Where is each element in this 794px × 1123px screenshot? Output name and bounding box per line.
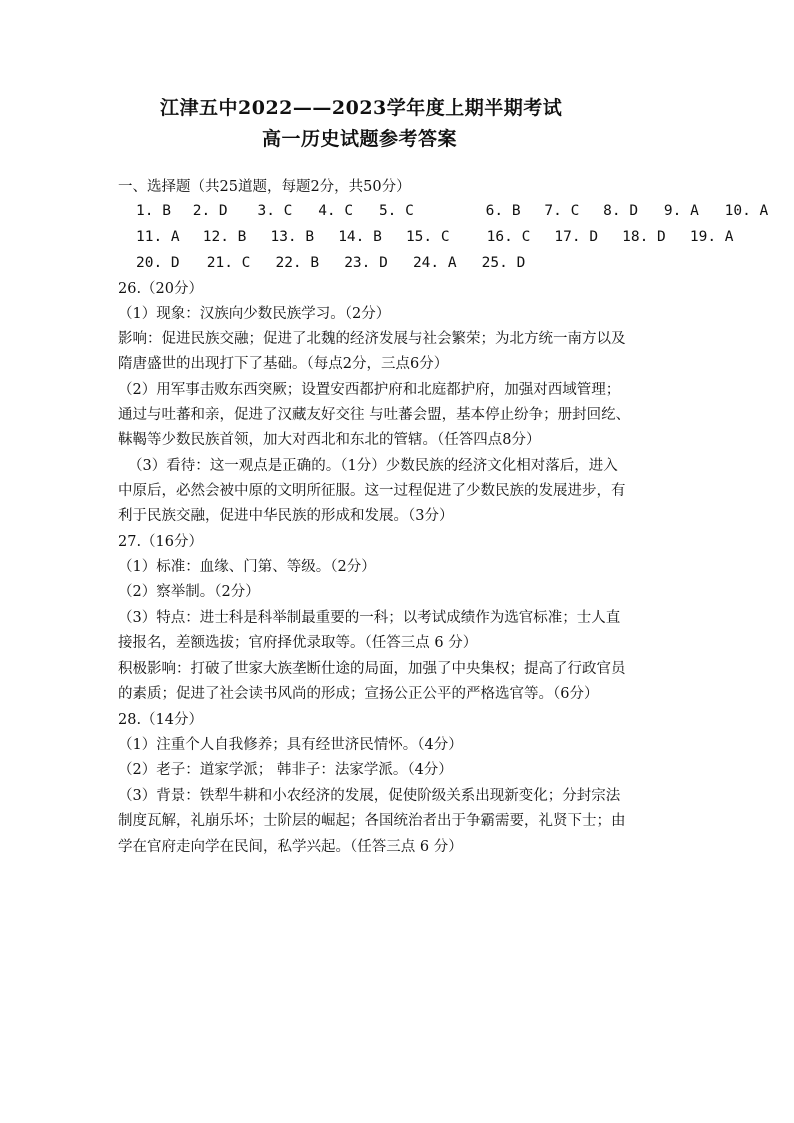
answer-line: 接报名，差额选拔；官府择优录取等。（任答三点 6 分） xyxy=(118,635,478,651)
answer-row-1 xyxy=(136,203,775,219)
answer-item: 23. D xyxy=(344,255,388,271)
answer-line: 的素质；促进了社会读书风尚的形成；宣扬公正公平的严格选官等。（6分） xyxy=(118,686,599,702)
answer-line: （1）现象：汉族向少数民族学习。（2分） xyxy=(118,306,391,322)
answer-item: 17. D xyxy=(554,229,599,245)
answer-item: 20. D xyxy=(136,255,180,271)
document-subtitle: 高一历史试题参考答案 xyxy=(262,128,458,150)
answer-item: 5. C xyxy=(378,203,414,219)
answer-line: 制度瓦解，礼崩乐坏；士阶层的崛起；各国统治者出于争霸需要，礼贤下士；由 xyxy=(118,813,626,829)
answer-line: 利于民族交融，促进中华民族的形成和发展。（3分） xyxy=(118,508,454,524)
answer-item: 9. A xyxy=(663,203,699,219)
answer-item: 16. C xyxy=(486,229,531,245)
answer-line: （2）察举制。（2分） xyxy=(118,584,260,600)
question-26-heading: 26.（20分） xyxy=(118,281,204,297)
answer-line: （1）标准：血缘、门第、等级。（2分） xyxy=(118,559,376,575)
answer-row-3 xyxy=(136,255,532,271)
section-heading-multiple-choice: 一、选择题（共25道题，每题2分，共50分） xyxy=(118,179,411,195)
question-27-heading: 27.（16分） xyxy=(118,534,204,550)
answer-item: 4. C xyxy=(318,203,354,219)
answer-item: 11. A xyxy=(136,229,180,245)
answer-item: 6. B xyxy=(485,203,521,219)
answer-item: 19. A xyxy=(689,229,734,245)
answer-item: 12. B xyxy=(202,229,247,245)
answer-line: （1）注重个人自我修养；具有经世济民情怀。（4分） xyxy=(118,737,463,753)
answer-line: （2）老子：道家学派； 韩非子：法家学派。（4分） xyxy=(118,762,453,778)
answer-item: 24. A xyxy=(412,255,457,271)
answer-grid xyxy=(118,203,769,283)
answer-line: 中原后，必然会被中原的文明所征服。这一过程促进了少数民族的发展进步，有 xyxy=(118,483,626,499)
answer-line: 通过与吐蕃和亲，促进了汉藏友好交往 与吐蕃会盟，基本停止纷争；册封回纥、 xyxy=(118,407,631,423)
answer-line: （3）看待：这一观点是正确的。（1分）少数民族的经济文化相对落后，进入 xyxy=(128,458,618,474)
answer-line: （2）用军事击败东西突厥；设置安西都护府和北庭都护府，加强对西域管理； xyxy=(118,382,621,398)
answer-item: 14. B xyxy=(338,229,382,245)
answer-item: 1. B xyxy=(136,203,171,219)
answer-item: 7. C xyxy=(544,203,580,219)
answer-item: 8. D xyxy=(603,203,639,219)
answer-line: 学在官府走向学在民间，私学兴起。（任答三点 6 分） xyxy=(118,839,463,855)
answer-item: 21. C xyxy=(206,255,251,271)
answer-row-2 xyxy=(136,229,745,245)
answer-line: 隋唐盛世的出现打下了基础。（每点2分，三点6分） xyxy=(118,356,449,372)
question-28-heading: 28.（14分） xyxy=(118,712,204,728)
answer-item: 3. C xyxy=(257,203,293,219)
answer-item: 10. A xyxy=(724,203,769,219)
answer-item: 13. B xyxy=(270,229,315,245)
answer-line: （3）背景：铁犁牛耕和小农经济的发展，促使阶级关系出现新变化；分封宗法 xyxy=(118,788,621,804)
answer-item: 22. B xyxy=(275,255,320,271)
answer-line: （3）特点：进士科是科举制最重要的一科；以考试成绩作为选官标准；士人直 xyxy=(118,610,621,626)
answer-item: 18. D xyxy=(622,229,666,245)
answer-item: 25. D xyxy=(481,255,526,271)
answer-item: 2. D xyxy=(192,203,228,219)
document-title: 江津五中2022——2023学年度上期半期考试 xyxy=(160,97,563,119)
answer-line: 影响：促进民族交融；促进了北魏的经济发展与社会繁荣；为北方统一南方以及 xyxy=(118,331,626,347)
answer-line: 积极影响：打破了世家大族垄断仕途的局面，加强了中央集权；提高了行政官员 xyxy=(118,661,626,677)
answer-line: 靺鞨等少数民族首领，加大对西北和东北的管辖。（任答四点8分） xyxy=(118,432,541,448)
answer-item: 15. C xyxy=(405,229,450,245)
